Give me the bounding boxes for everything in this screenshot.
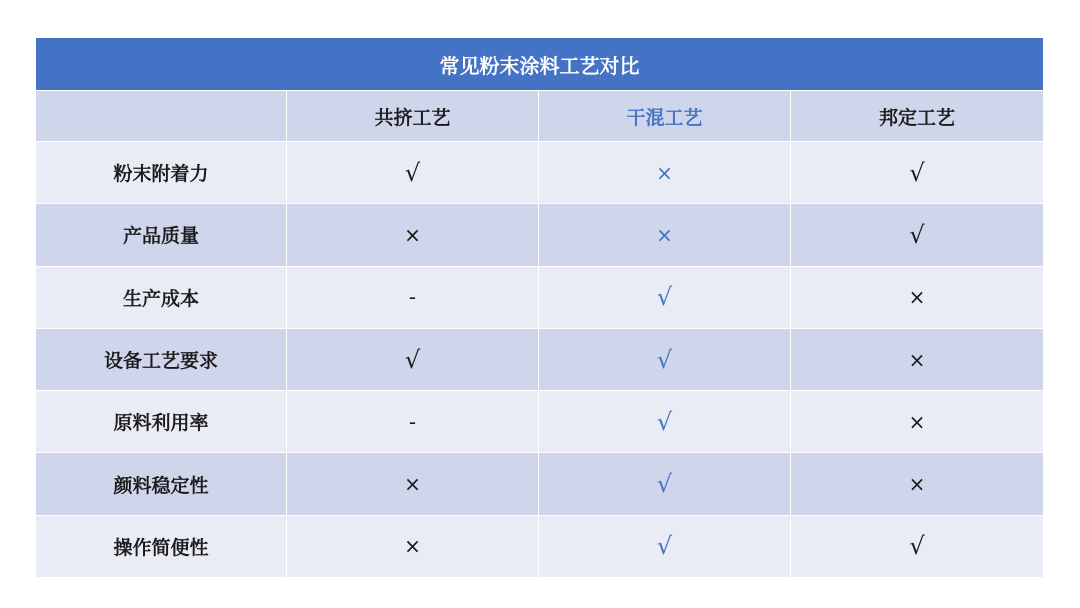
table-cell: √ <box>287 329 538 390</box>
table-cell: √ <box>791 516 1043 577</box>
row-label: 原料利用率 <box>36 391 286 452</box>
table-cell: × <box>287 453 538 514</box>
row-label: 产品质量 <box>36 204 286 265</box>
table-cell: × <box>791 329 1043 390</box>
table-cell: - <box>287 391 538 452</box>
table-cell: × <box>539 204 790 265</box>
row-label: 生产成本 <box>36 267 286 328</box>
table-cell: √ <box>539 391 790 452</box>
table-cell: √ <box>539 453 790 514</box>
table-cell: × <box>539 142 790 203</box>
table-cell: × <box>287 204 538 265</box>
table-cell: × <box>791 267 1043 328</box>
table-cell: × <box>791 453 1043 514</box>
table-cell: √ <box>539 516 790 577</box>
row-label: 粉末附着力 <box>36 142 286 203</box>
header-coextrusion: 共挤工艺 <box>287 91 538 141</box>
table-cell: √ <box>539 329 790 390</box>
comparison-table <box>36 38 1040 577</box>
row-label: 颜料稳定性 <box>36 453 286 514</box>
table-cell: × <box>791 391 1043 452</box>
table-cell: √ <box>539 267 790 328</box>
row-label: 设备工艺要求 <box>36 329 286 390</box>
table-cell: √ <box>791 204 1043 265</box>
table-cell: × <box>287 516 538 577</box>
header-corner <box>36 91 286 141</box>
header-dry-blend: 干混工艺 <box>539 91 790 141</box>
row-label: 操作简便性 <box>36 516 286 577</box>
table-cell: - <box>287 267 538 328</box>
table-title: 常见粉末涂料工艺对比 <box>36 38 1043 90</box>
table-cell: √ <box>791 142 1043 203</box>
header-bonding: 邦定工艺 <box>791 91 1043 141</box>
table-cell: √ <box>287 142 538 203</box>
